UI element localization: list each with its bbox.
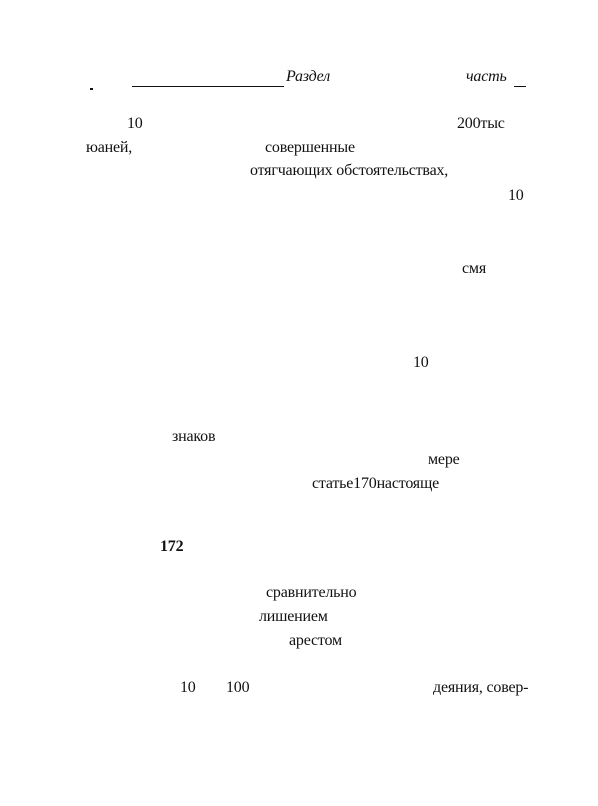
header-mark xyxy=(90,88,93,90)
text-fragment: отягчающих обстоятельствах, xyxy=(250,162,449,179)
header-section-label: Раздел xyxy=(286,68,330,85)
text-fragment: деяния, совер- xyxy=(433,679,529,696)
text-fragment: 100 xyxy=(226,679,250,696)
text-fragment: 200тыс xyxy=(457,115,505,132)
text-fragment: 10 xyxy=(127,115,143,132)
text-fragment: мере xyxy=(428,451,460,468)
text-fragment: 10 xyxy=(413,354,429,371)
header-rule-right xyxy=(514,86,526,87)
text-fragment: арестом xyxy=(289,632,342,649)
header-rule-left xyxy=(132,86,284,87)
header-part-label: часть xyxy=(466,68,507,85)
text-fragment: смя xyxy=(462,260,486,277)
text-fragment: совершенные xyxy=(265,139,355,156)
text-fragment: сравнительно xyxy=(266,584,357,601)
text-fragment: лишением xyxy=(259,608,328,625)
text-fragment: юаней, xyxy=(86,139,133,156)
text-fragment: статье170настояще xyxy=(312,475,439,492)
text-fragment: 10 xyxy=(180,679,196,696)
article-number: 172 xyxy=(160,538,184,555)
text-fragment: знаков xyxy=(172,428,216,445)
text-fragment: 10 xyxy=(508,187,524,204)
